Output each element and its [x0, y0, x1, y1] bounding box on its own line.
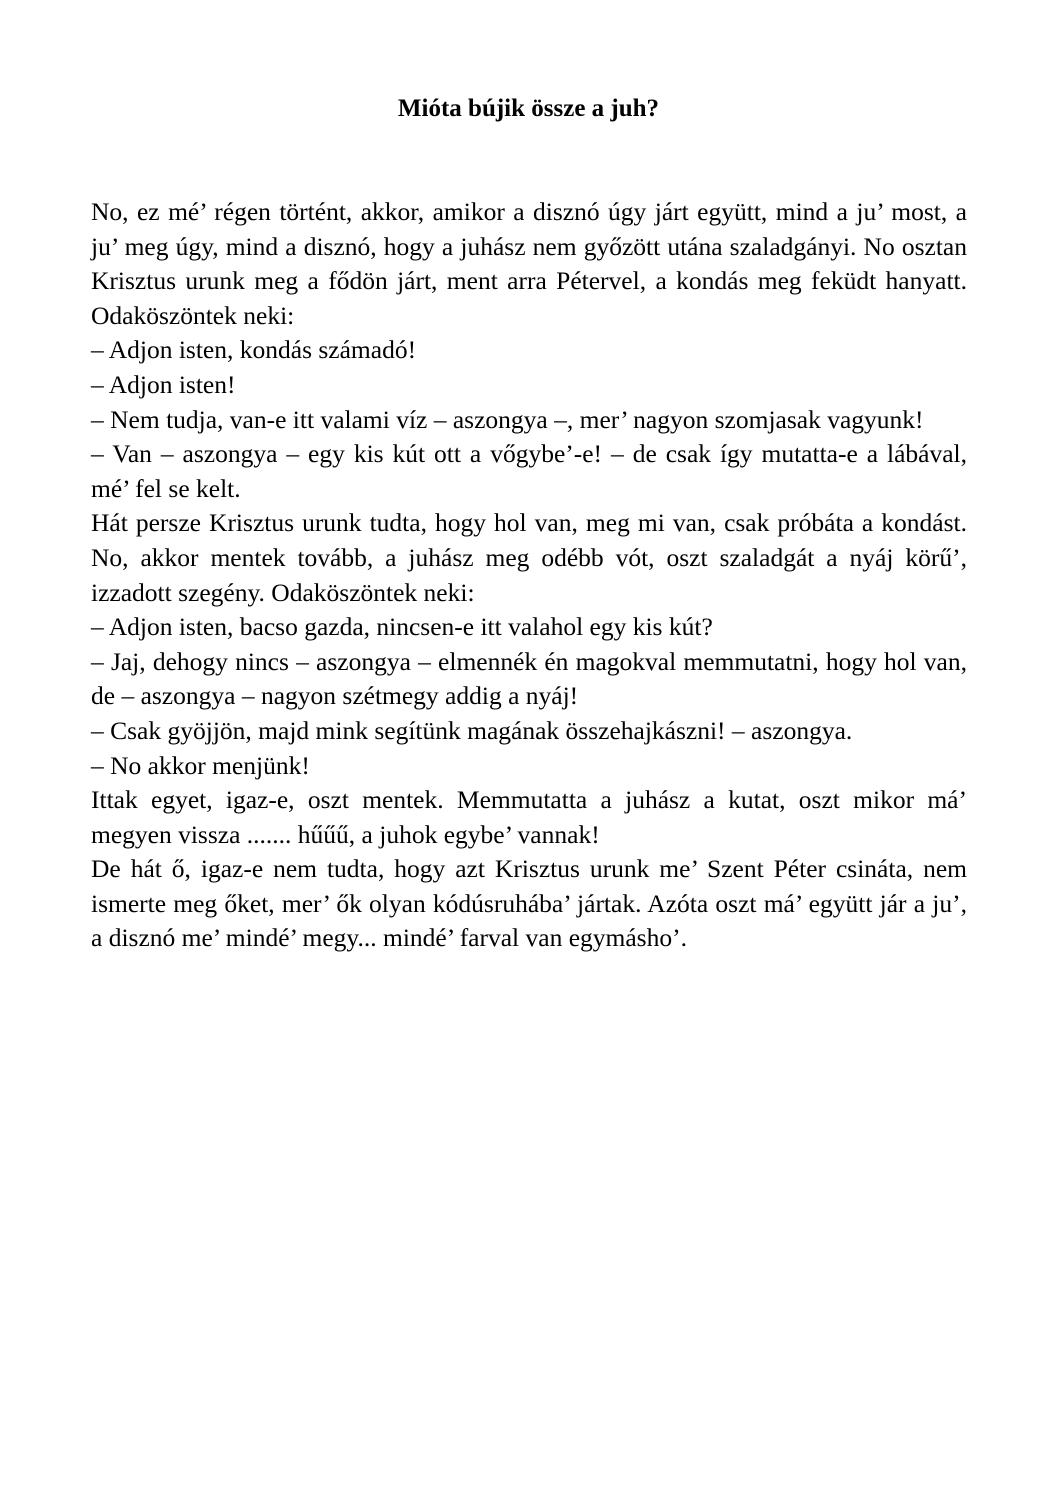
paragraph-conclusion: De hát ő, igaz-e nem tudta, hogy azt Krisztus urunk me’ Szent Péter csináta, nem ismerte meg őket, mer’ ők olyan kódúsruhába’ jártak. Azóta oszt má’ együtt jár a ju’, a disznó me’ mindé’ megy... mindé’ farval van egymásho’. [91, 854, 967, 953]
paragraph-flock-together: Ittak egyet, igaz-e, oszt mentek. Memmutatta a juhász a kutat, oszt mikor má’ megyen vissza ....... hűűű, a juhok egybe’ vannak! [91, 785, 967, 849]
dialogue-line-greeting-swineherd: – Adjon isten, kondás számadó! [91, 335, 417, 365]
dialogue-line-swineherd-reply: – Adjon isten! [91, 369, 236, 399]
dialogue-line-well-answer: – Van – aszongya – egy kis kút ott a vőgybe’-e! – de csak így mutatta-e a lábával, mé’ fel se kelt. [91, 439, 967, 503]
paragraph-intro: No, ez mé’ régen történt, akkor, amikor a disznó úgy járt együtt, mind a ju’ most, a ju’ meg úgy, mind a disznó, hogy a juhász nem győzött utána szaladgányi. No osztan Krisztus urunk meg a fődön járt, ment arra Pétervel, a kondás meg feküdt hanyatt. Odaköszöntek neki: [91, 197, 967, 330]
document-title: Mióta bújik össze a juh? [397, 95, 660, 122]
story-body [91, 195, 967, 956]
dialogue-line-ask-water: – Nem tudja, van-e itt valami víz – aszongya –, mer’ nagyon szomjasak vagyunk! [91, 404, 924, 434]
dialogue-line-lets-go: – No akkor menjünk! [91, 750, 310, 780]
dialogue-line-greeting-shepherd: – Adjon isten, bacso gazda, nincsen-e itt valahol egy kis kút? [91, 612, 713, 642]
paragraph-test: Hát persze Krisztus urunk tudta, hogy hol van, meg mi van, csak próbáta a kondást. No, akkor mentek tovább, a juhász meg odébb vót, oszt szaladgát a nyáj körű’, izzadott szegény. Odaköszöntek neki: [91, 508, 967, 607]
dialogue-line-shepherd-reply: – Jaj, dehogy nincs – aszongya – elmennék én magokval memmutatni, hogy hol van, de – aszongya – nagyon szétmegy addig a nyáj! [91, 646, 967, 711]
dialogue-line-offer-help: – Csak gyöjjön, majd mink segítünk magának összehajkászni! – aszongya. [91, 715, 853, 745]
